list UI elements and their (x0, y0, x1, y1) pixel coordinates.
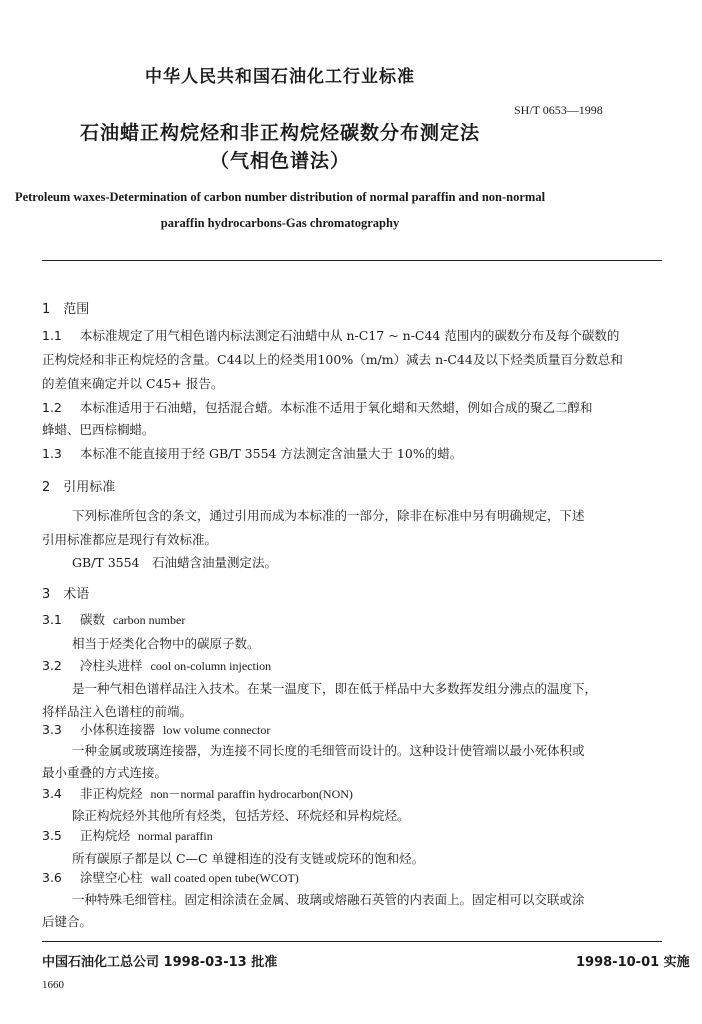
term-english: wall coated open tube(WCOT) (150, 871, 299, 885)
clause-text: 本标准不能直接用于经 GB/T 3554 方法测定含油量大于 10%的蜡。 (80, 446, 463, 461)
term-name: 冷柱头进样 (80, 658, 143, 673)
clause-1-2-line-2: 蜂蜡、巴西棕榈蜡。 (42, 422, 155, 437)
standard-code: SH/T 0653—1998 (514, 103, 603, 117)
clause-1-1-line-1 (42, 326, 619, 344)
clause-text: 本标准规定了用气相色谱内标法测定石油蜡中从 n-C17 ~ n-C44 范围内的碳数分布及每个碳数的 (80, 328, 620, 343)
term-name: 碳数 (80, 612, 106, 627)
term-english: low volume connector (163, 723, 271, 737)
term-3-4-header (42, 784, 353, 802)
clause-1-2-line-1 (42, 398, 593, 416)
document-title: 石油蜡正构烷烃和非正构烷烃碳数分布测定法 (79, 122, 480, 144)
clause-number: 1.1 (42, 328, 62, 343)
english-title: Petroleum waxes-Determination of carbon number distribution of normal paraffin and non-normal paraffin hydrocarbons-Gas chromatography (14, 190, 546, 230)
page-number: 1660 (42, 979, 64, 991)
term-english: non－normal paraffin hydrocarbon(NON) (150, 787, 353, 801)
publisher-title: 中华人民共和国石油化工行业标准 (145, 67, 415, 87)
clause-1-3-line-1 (42, 444, 462, 462)
term-english: normal paraffin (138, 829, 213, 843)
term-english: carbon number (113, 613, 186, 627)
term-3-1-header (42, 610, 185, 628)
term-3-5-header (42, 826, 213, 844)
term-3-6-definition-line-1: 一种特殊毛细管柱。固定相涂渍在金属、玻璃或熔融石英管的内表面上。固定相可以交联或涂 (72, 892, 585, 907)
references-line-2: 引用标准都应是现行有效标准。 (42, 532, 218, 547)
footer-divider (42, 941, 662, 942)
clause-text: 本标准适用于石油蜡，包括混合蜡。本标准不适用于氧化蜡和天然蜡，例如合成的聚乙二醇和 (80, 400, 593, 415)
references-line-3: GB/T 3554 石油蜡含油量测定法。 (72, 555, 278, 570)
clause-1-1-line-2: 正构烷烃和非正构烷烃的含量。C44以上的烃类用100%（m/m）减去 n-C44及以下烃类质量百分数总和 (42, 352, 623, 367)
document-subtitle: （气相色谱法） (209, 150, 350, 172)
clause-number: 1.2 (42, 400, 62, 415)
term-number: 3.2 (42, 658, 62, 673)
term-number: 3.5 (42, 828, 62, 843)
term-name: 正构烷烃 (80, 828, 131, 843)
term-3-5-definition: 所有碳原子都是以 C—C 单键相连的没有支链或烷环的饱和烃。 (72, 851, 425, 866)
term-3-2-definition-line-1: 是一种气相色谱样品注入技术。在某一温度下，即在低于样品中大多数挥发组分沸点的温度下， (72, 681, 598, 696)
references-line-1: 下列标准所包含的条文，通过引用而成为本标准的一部分，除非在标准中另有明确规定，下述 (72, 508, 585, 523)
term-name: 小体积连接器 (80, 722, 156, 737)
term-number: 3.4 (42, 786, 62, 801)
section-heading-terms: 3 术语 (42, 587, 90, 602)
term-3-3-definition-line-1: 一种金属或玻璃连接器，为连接不同长度的毛细管而设计的。这种设计使管端以最小死体积或 (72, 743, 585, 758)
section-heading-scope: 1 范围 (42, 302, 90, 317)
term-3-2-definition-line-2: 将样品注入色谱柱的前端。 (42, 704, 193, 719)
term-english: cool on-column injection (150, 659, 272, 673)
term-number: 3.1 (42, 612, 62, 627)
term-number: 3.3 (42, 722, 62, 737)
term-3-1-definition: 相当于烃类化合物中的碳原子数。 (72, 636, 260, 651)
clause-number: 1.3 (42, 446, 62, 461)
section-heading-references: 2 引用标准 (42, 480, 116, 495)
header-divider (42, 260, 662, 261)
term-3-3-header (42, 720, 270, 738)
term-3-2-header (42, 656, 271, 674)
clause-1-1-line-3: 的差值来确定并以 C45+ 报告。 (42, 376, 224, 391)
term-name: 非正构烷烃 (80, 786, 143, 801)
term-3-6-header (42, 868, 299, 886)
term-name: 涂壁空心柱 (80, 870, 143, 885)
term-number: 3.6 (42, 870, 62, 885)
term-3-6-definition-line-2: 后键合。 (42, 914, 93, 929)
approval-info: 中国石油化工总公司 1998-03-13 批准 (42, 955, 278, 970)
term-3-3-definition-line-2: 最小重叠的方式连接。 (42, 765, 168, 780)
term-3-4-definition: 除正构烷烃外其他所有烃类，包括芳烃、环烷烃和异构烷烃。 (72, 808, 410, 823)
effective-date: 1998-10-01 实施 (576, 955, 690, 970)
